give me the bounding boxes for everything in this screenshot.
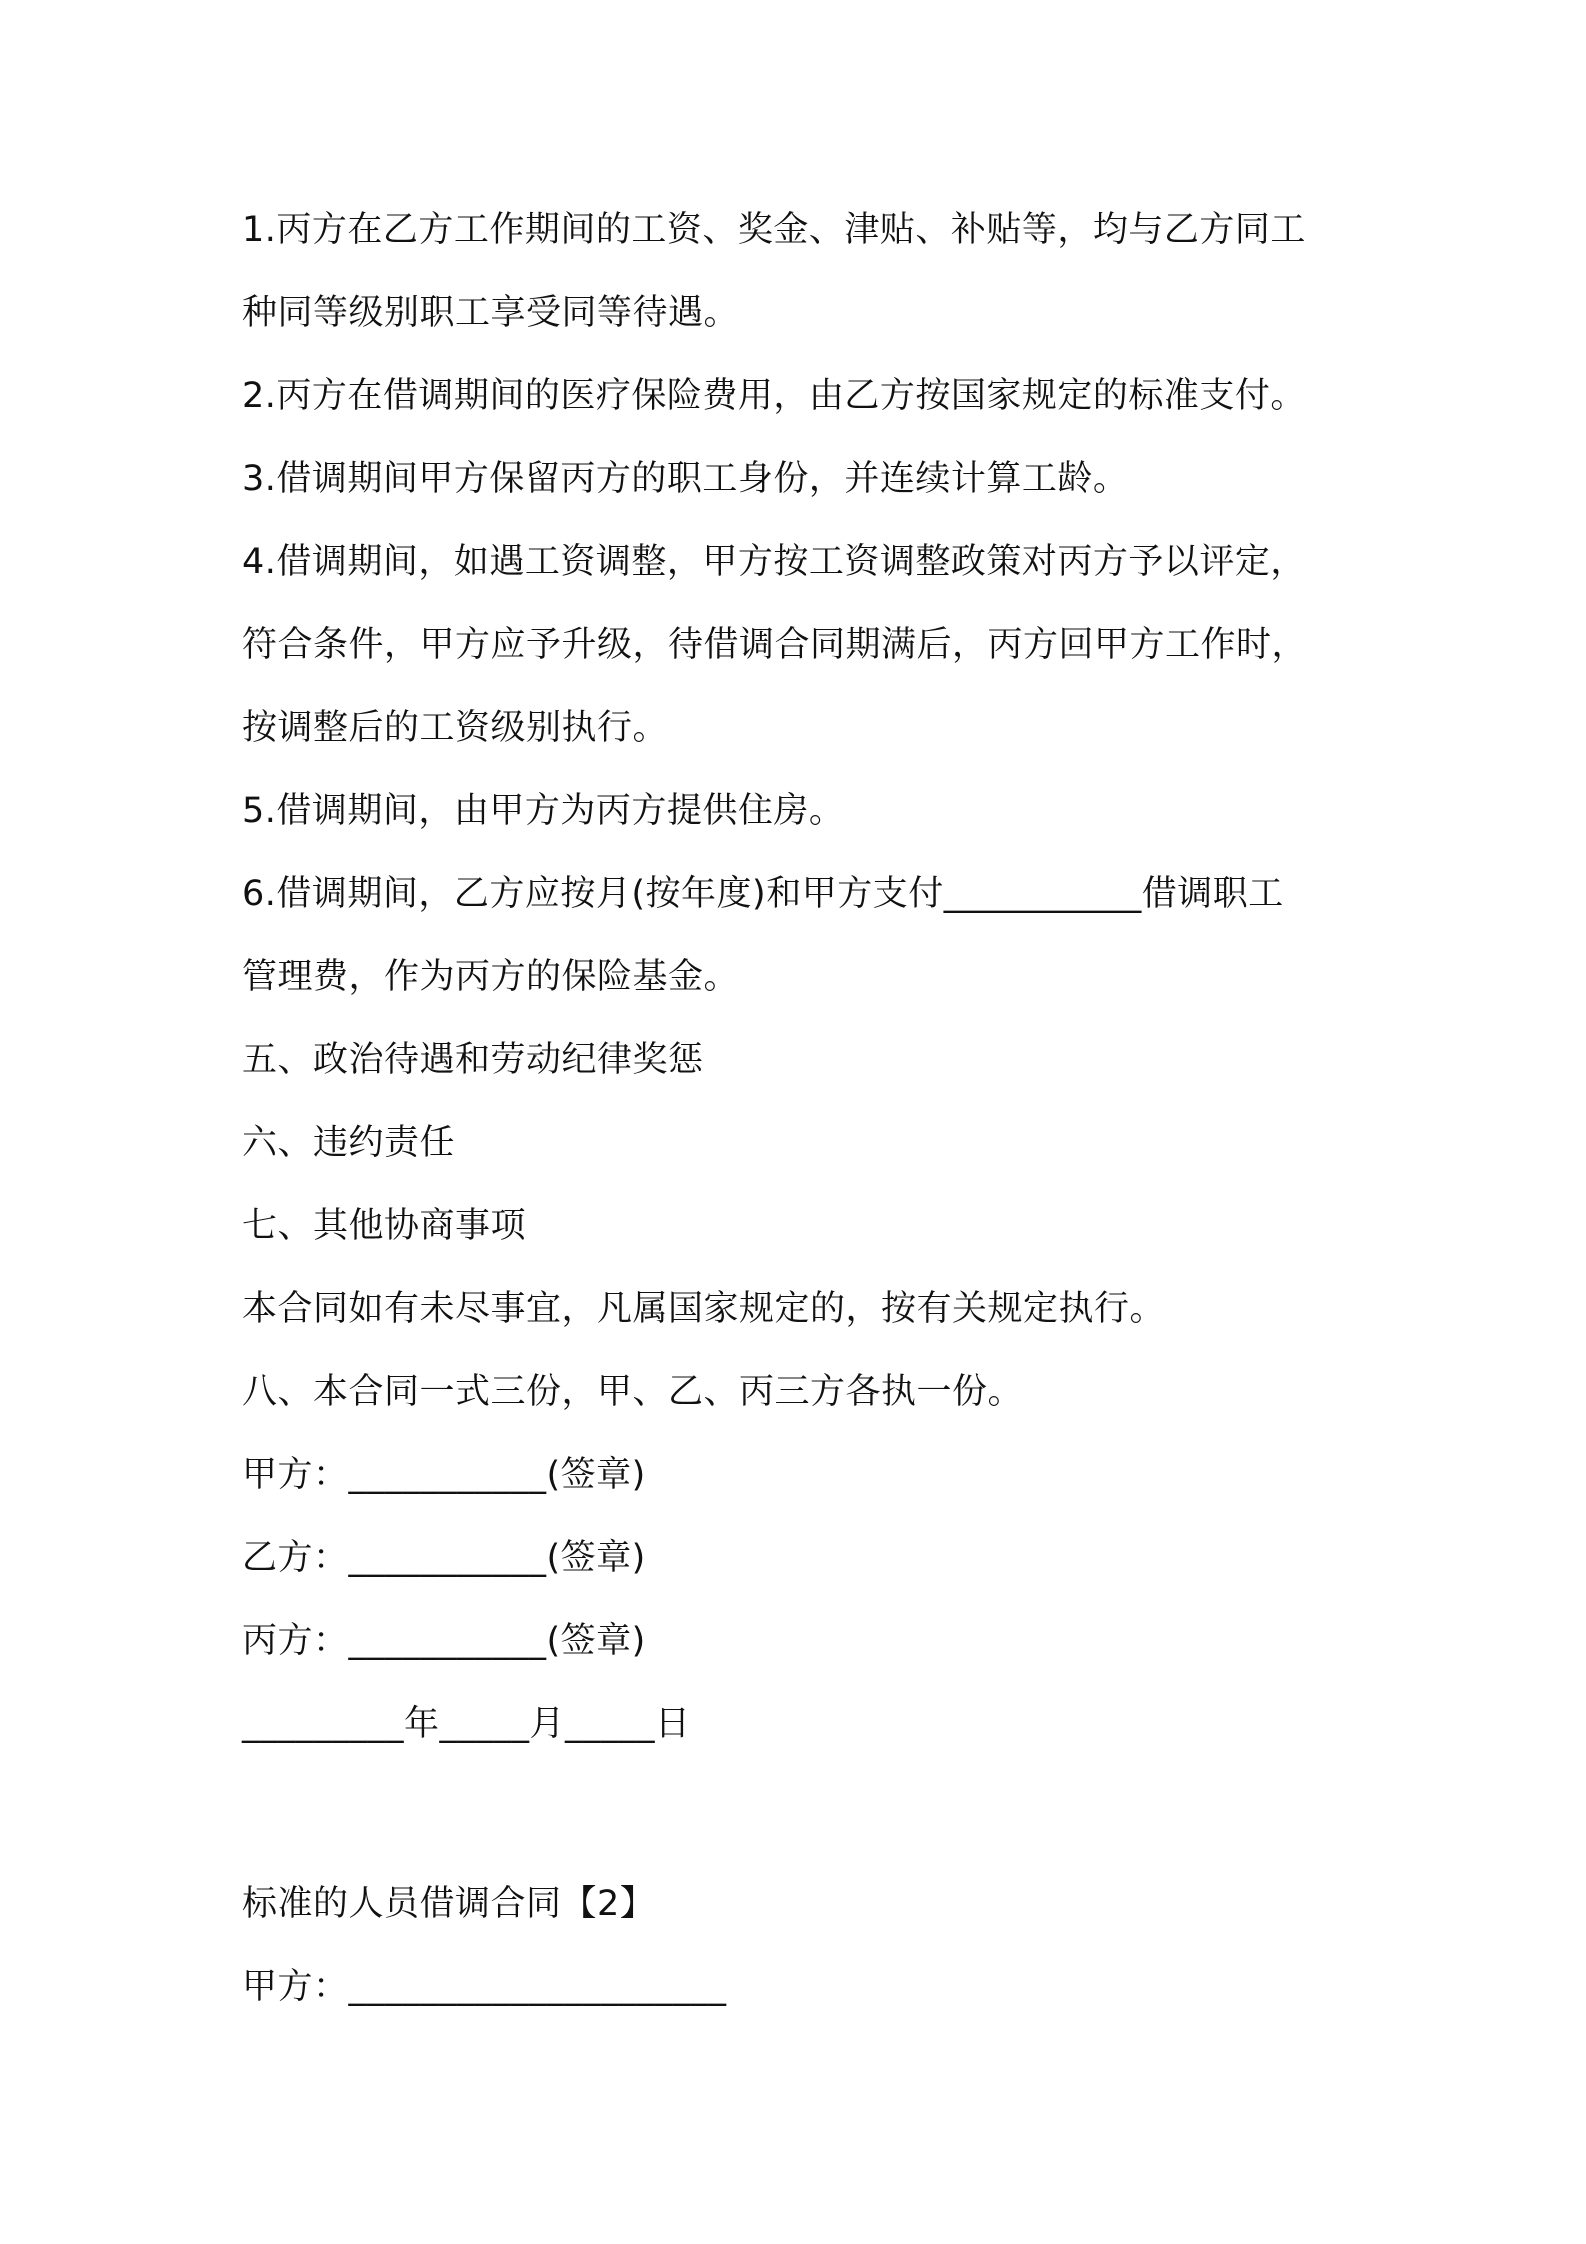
clause-4-line-2: 符合条件，甲方应予升级，待借调合同期满后，丙方回甲方工作时， xyxy=(242,625,1308,665)
clause-2: 2.丙方在借调期间的医疗保险费用，由乙方按国家规定的标准支付。 xyxy=(242,376,1306,416)
section-7-heading: 七、其他协商事项 xyxy=(242,1206,527,1246)
contract-2-party-a: 甲方：_____________________ xyxy=(242,1967,727,2007)
section-8-text: 八、本合同一式三份，甲、乙、丙三方各执一份。 xyxy=(242,1372,1024,1412)
date-line: _________年_____月_____日 xyxy=(242,1704,691,1744)
section-6-heading: 六、违约责任 xyxy=(242,1123,456,1163)
signature-party-b: 乙方：___________(签章) xyxy=(242,1538,646,1578)
section-5-heading: 五、政治待遇和劳动纪律奖惩 xyxy=(242,1040,704,1080)
signature-party-a: 甲方：___________(签章) xyxy=(242,1455,646,1495)
contract-2-title: 标准的人员借调合同【2】 xyxy=(242,1884,656,1924)
section-7-text: 本合同如有未尽事宜，凡属国家规定的，按有关规定执行。 xyxy=(242,1289,1166,1329)
clause-3: 3.借调期间甲方保留丙方的职工身份，并连续计算工龄。 xyxy=(242,459,1129,499)
clause-1-line-1: 1.丙方在乙方工作期间的工资、奖金、津贴、补贴等，均与乙方同工 xyxy=(242,210,1306,250)
clause-6-line-1: 6.借调期间，乙方应按月(按年度)和甲方支付___________借调职工 xyxy=(242,874,1284,914)
clause-4-line-1: 4.借调期间，如遇工资调整，甲方按工资调整政策对丙方予以评定， xyxy=(242,542,1306,582)
clause-5: 5.借调期间，由甲方为丙方提供住房。 xyxy=(242,791,845,831)
signature-party-c: 丙方：___________(签章) xyxy=(242,1621,646,1661)
clause-4-line-3: 按调整后的工资级别执行。 xyxy=(242,708,669,748)
clause-6-line-2: 管理费，作为丙方的保险基金。 xyxy=(242,957,740,997)
clause-1-line-2: 种同等级别职工享受同等待遇。 xyxy=(242,293,740,333)
